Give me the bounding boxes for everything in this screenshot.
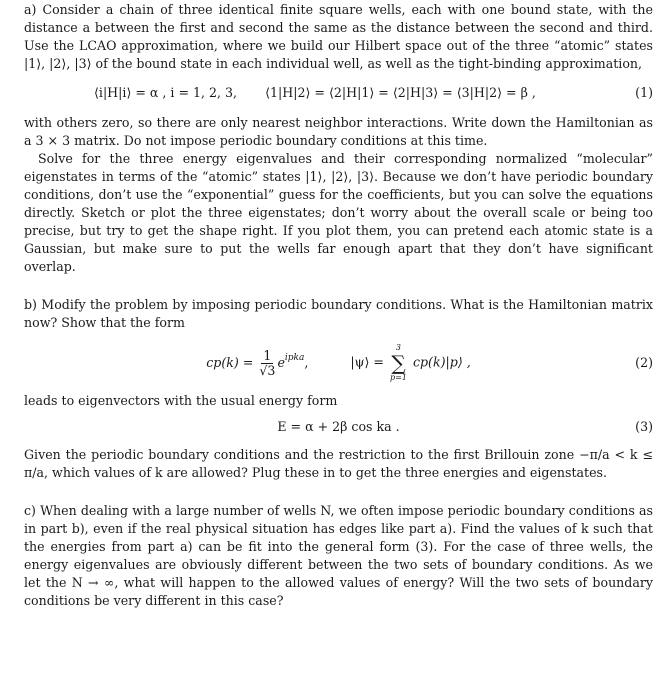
part-b-intro: b) Modify the problem by imposing periodic boundary conditions. What is the Hamiltonian matrix now? Show that the form xyxy=(24,297,653,330)
part-b-lead: leads to eigenvectors with the usual energy form xyxy=(24,393,338,408)
equation-2-exponential: e xyxy=(277,354,285,370)
equation-2-sum-body: cp(k)|p⟩ , xyxy=(412,354,471,370)
equation-2-state xyxy=(350,343,470,383)
equation-2 xyxy=(24,338,653,388)
equation-2-tag: (2) xyxy=(635,355,653,370)
equation-2-lhs: cp(k) = xyxy=(206,354,254,370)
equation-2-exponent: ipka xyxy=(284,352,305,363)
equation-2-sum-upper: 3 xyxy=(395,343,401,352)
equation-2-sum-lower: p=1 xyxy=(390,373,407,382)
equation-1-left: ⟨i|H|i⟩ = α , i = 1, 2, 3, xyxy=(94,85,238,100)
equation-3-tag: (3) xyxy=(635,419,653,434)
part-c-text: c) When dealing with a large number of wells N, we often impose periodic boundary conditions as in part b), even if the real physical situation has edges like part a). Find the values of k such that the energies from part a) can be fit into the general form (3). For the case of three wells, the energy eigenvalues are obviously different between the two sets of boundary conditions. As we let the N → ∞, what will happen to the allowed values of energy? Will the two sets of boundary conditions be very different in this case? xyxy=(24,503,653,608)
equation-2-fraction-denominator: √3 xyxy=(259,362,276,378)
equation-2-fraction-numerator: 1 xyxy=(263,347,272,363)
problem-document xyxy=(24,1,653,610)
equation-1-right: ⟨1|H|2⟩ = ⟨2|H|1⟩ = ⟨2|H|3⟩ = ⟨3|H|2⟩ = β , xyxy=(265,85,536,100)
equation-2-fraction xyxy=(259,349,275,378)
equation-3-body: E = α + 2β cos ka . xyxy=(277,419,400,434)
equation-3 xyxy=(24,418,653,436)
equation-2-coefficient xyxy=(206,349,308,378)
equation-2-sum xyxy=(390,343,407,383)
part-b-given: Given the periodic boundary conditions and the restriction to the first Brillouin zone −π/a < k ≤ π/a, which values of k are allowed? Plug these in to get the three energies and eigenstates. xyxy=(24,447,653,480)
part-a-solve-paragraph: Solve for the three energy eigenvalues and their corresponding normalized “molecular” eigenstates in terms of the “atomic” states |1⟩, |2⟩, |3⟩. Because we don’t have periodic boundary conditions, don’t use the “exponential” guess for the coefficients, but you can solve the equations directly. Sketch or plot the three eigenstates; don’t worry about the overall scale or being too precise, but try to get the shape right. If you plot them, you can pretend each atomic state is a Gaussian, but make sure to put the wells far enough apart that they don’t have significant overlap. xyxy=(24,151,653,274)
part-a-intro: a) Consider a chain of three identical finite square wells, each with one bound state, with the distance a between the first and second the same as the distance between the second and third. Use the LCAO approximation, where we build our Hilbert space out of the three “atomic” states |1⟩, |2⟩, |3⟩ of the bound state in each individual well, as well as the tight-binding approximation, xyxy=(24,2,653,71)
sigma-symbol: ∑ xyxy=(391,351,406,375)
equation-1 xyxy=(24,84,653,102)
equation-2-comma: , xyxy=(304,354,309,370)
part-a-after-equation: with others zero, so there are only nearest neighbor interactions. Write down the Hamiltonian as a 3 × 3 matrix. Do not impose periodic boundary conditions at this time. xyxy=(24,115,653,148)
equation-1-tag: (1) xyxy=(635,85,653,100)
equation-2-psi: |ψ⟩ = xyxy=(350,354,384,370)
